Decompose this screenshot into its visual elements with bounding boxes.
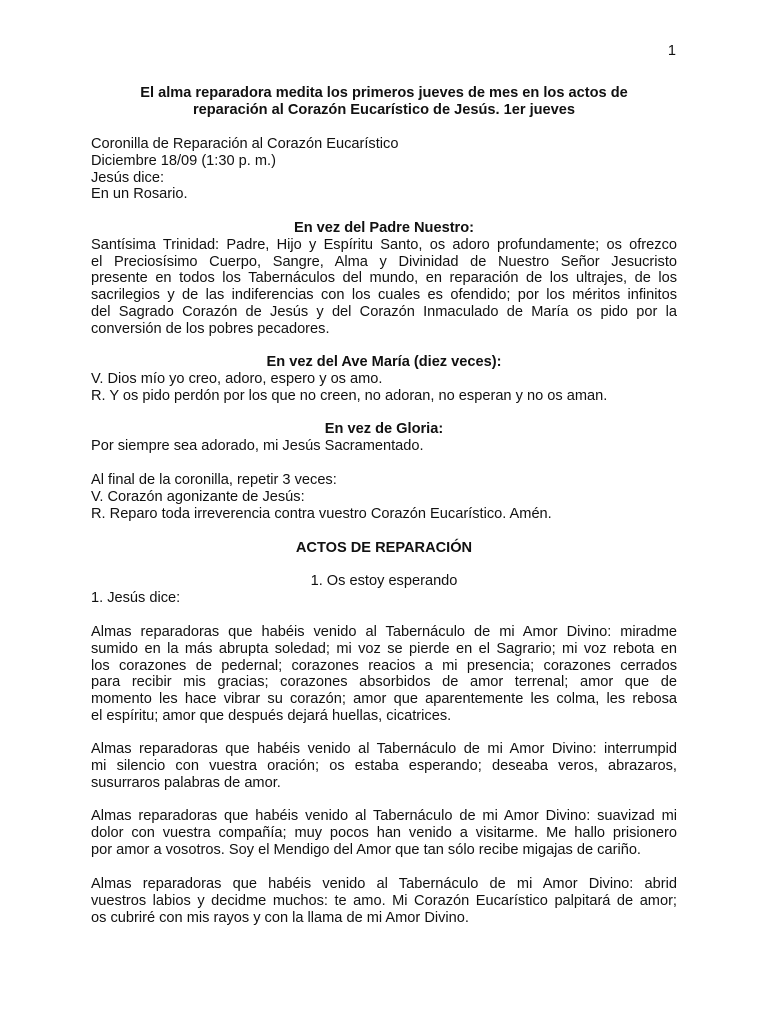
gloria-section <box>91 421 677 455</box>
document-title <box>91 85 677 119</box>
actos-heading: ACTOS DE REPARACIÓN <box>295 540 473 556</box>
padre-nuestro-section <box>91 220 677 338</box>
text-line: Por siempre sea adorado, mi Jesús Sacramentado. <box>91 437 424 454</box>
section-heading: En vez de Gloria: <box>324 421 444 437</box>
actos-subheading: 1. Os estoy esperando <box>310 573 458 589</box>
intro-line: En un Rosario. <box>91 186 188 203</box>
text-line: momento les hace vibrar su corazón; amor que aparentemente les colma, les rebosa <box>91 691 677 708</box>
paragraph-3 <box>91 808 677 858</box>
section-heading: En vez del Ave María (diez veces): <box>266 354 502 370</box>
text-line: el espíritu; amor que después dejará huellas, cicatrices. <box>91 707 452 724</box>
text-line: los corazones de pedernal; corazones reacios a mi presencia; corazones cerrados <box>91 657 677 674</box>
text-line: Almas reparadoras que habéis venido al Tabernáculo de mi Amor Divino: miradme <box>91 624 677 640</box>
text-line: presente en todos los Tabernáculos del mundo, en reparación de los ultrajes, de los <box>91 270 677 287</box>
text-line: mi silencio con vuestra oración; os estaba esperando; deseaba veros, abrazaros, <box>91 757 677 774</box>
text-line: conversión de los pobres pecadores. <box>91 320 330 337</box>
ave-maria-section <box>91 354 677 404</box>
text-line: os cubriré con mis rayos y con la llama de mi Amor Divino. <box>91 909 469 926</box>
paragraph-1 <box>91 624 677 725</box>
actos-label: 1. Jesús dice: <box>91 589 181 606</box>
title-line-2: reparación al Corazón Eucarístico de Jesús. 1er jueves <box>192 102 576 118</box>
text-line: dolor con vuestra compañía; muy pocos han venido a visitarme. Me hallo prisionero <box>91 824 677 841</box>
text-line: para recibir mis gracias; corazones absorbidos de amor terrenal; amor que de <box>91 674 677 691</box>
text-line: R. Reparo toda irreverencia contra vuestro Corazón Eucarístico. Amén. <box>91 505 552 522</box>
text-line: R. Y os pido perdón por los que no creen, no adoran, no esperan y no os aman. <box>91 387 608 404</box>
actos-heading-block <box>91 540 677 557</box>
section-heading: En vez del Padre Nuestro: <box>293 220 475 236</box>
text-line: Almas reparadoras que habéis venido al Tabernáculo de mi Amor Divino: interrumpid <box>91 741 677 757</box>
text-line: vuestros labios y decidme muchos: te amo. Mi Corazón Eucarístico palpitará de amor; <box>91 892 677 909</box>
text-line: sumido en la más abrupta soledad; mi voz se pierde en el Sagrario; mi voz rebota en <box>91 640 677 657</box>
final-section <box>91 472 677 522</box>
text-line: Almas reparadoras que habéis venido al Tabernáculo de mi Amor Divino: suavizad mi <box>91 808 677 824</box>
title-line-1: El alma reparadora medita los primeros jueves de mes en los actos de <box>140 85 628 101</box>
paragraph-2 <box>91 741 677 791</box>
text-line: sacrilegios y de las indiferencias con los cuales es ofendido; por los méritos infinitos <box>91 287 677 304</box>
text-line: del Sagrado Corazón de Jesús y del Corazón Inmaculado de María os pido por la <box>91 303 677 320</box>
intro-line: Jesús dice: <box>91 169 165 186</box>
text-line: susurraros palabras de amor. <box>91 774 281 791</box>
intro-block <box>91 136 677 203</box>
text-line: V. Corazón agonizante de Jesús: <box>91 488 305 505</box>
intro-line: Diciembre 18/09 (1:30 p. m.) <box>91 152 276 169</box>
actos-subheading-block <box>91 573 677 607</box>
text-line: Almas reparadoras que habéis venido al Tabernáculo de mi Amor Divino: abrid <box>91 876 677 892</box>
text-line: por amor a vosotros. Soy el Mendigo del Amor que tan sólo recibe migajas de cariño. <box>91 841 641 858</box>
page-number: 1 <box>667 43 676 59</box>
paragraph-4 <box>91 876 677 926</box>
text-line: Santísima Trinidad: Padre, Hijo y Espíritu Santo, os adoro profundamente; os ofrezco <box>91 236 677 253</box>
intro-line: Coronilla de Reparación al Corazón Eucarístico <box>91 136 399 152</box>
text-line: Al final de la coronilla, repetir 3 veces: <box>91 472 337 488</box>
text-line: el Preciosísimo Cuerpo, Sangre, Alma y Divinidad de Nuestro Señor Jesucristo <box>91 253 677 270</box>
text-line: V. Dios mío yo creo, adoro, espero y os amo. <box>91 370 383 387</box>
